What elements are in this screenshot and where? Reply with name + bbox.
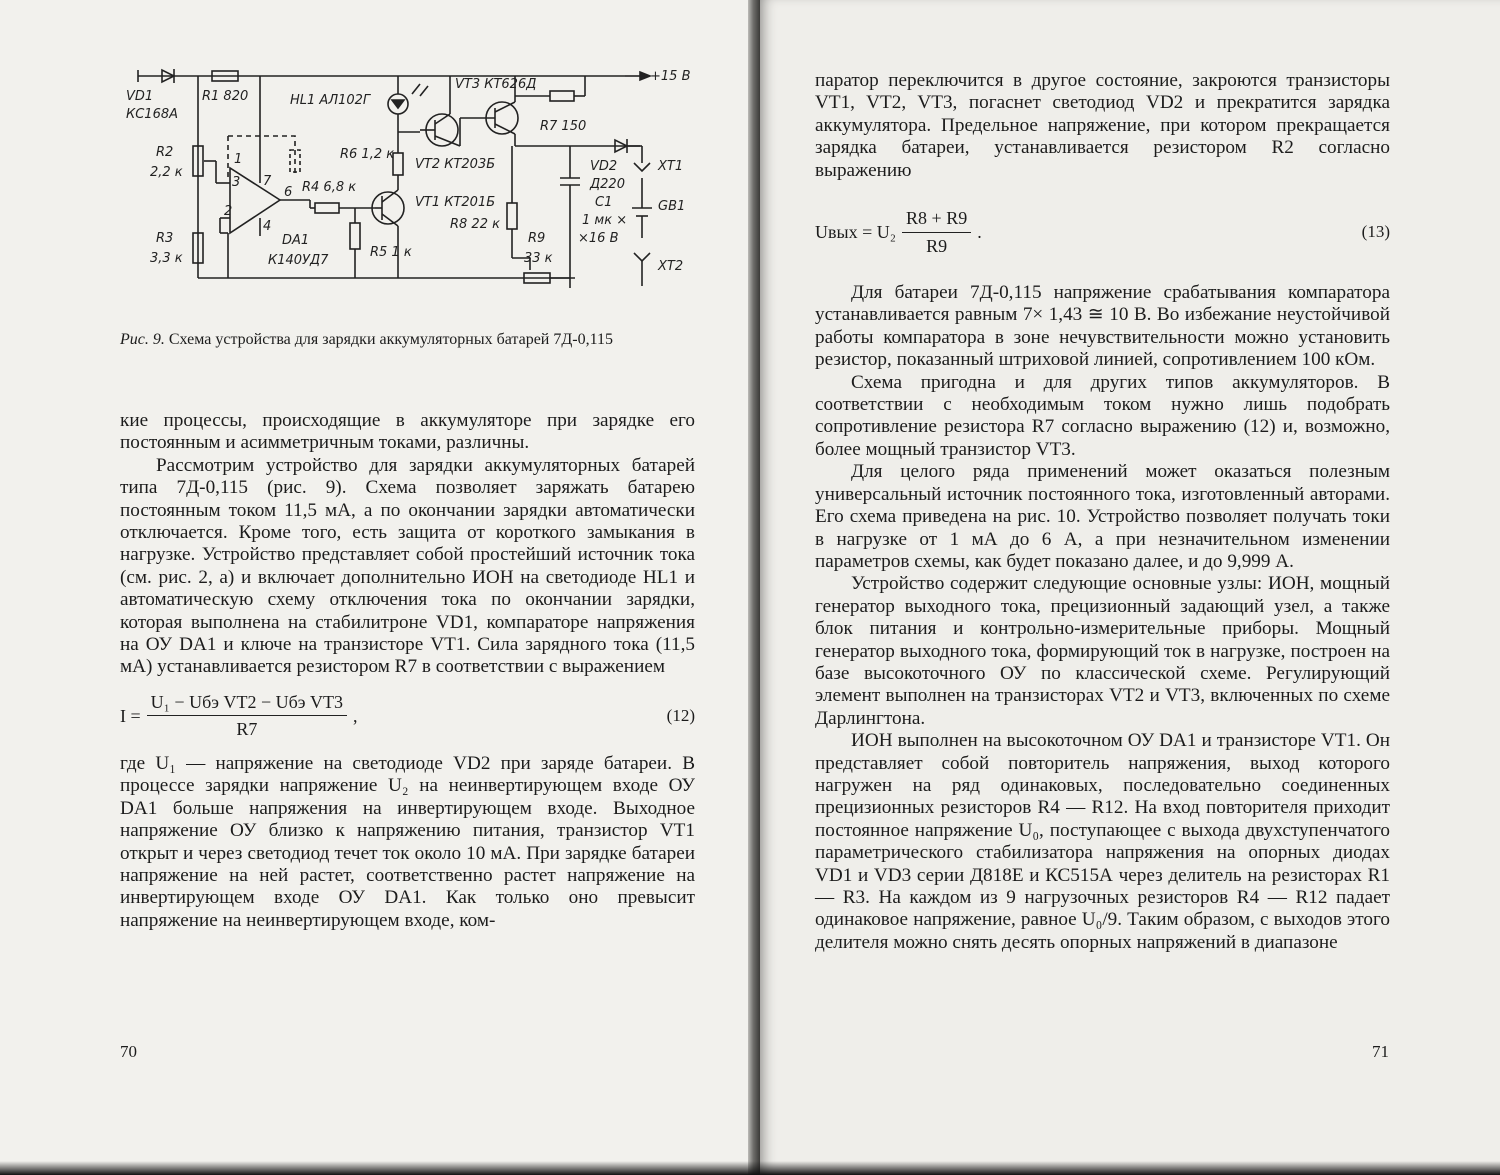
paragraph: Устройство содержит следующие основные узлы: ИОН, мощный генератор выходного тока, прецизионный задающий узел, а также блок питания и контрольно-измерительные приборы. Мощный генератор выходного тока, формирующий ток в нагрузке, построен на базе высокоточного ОУ по классической схеме. Регулирующий элемент выполнен на транзисторах VT2 и VT3, включенных по схеме Дарлингтона. bbox=[815, 573, 1390, 729]
label-supply: +15 В bbox=[650, 69, 691, 84]
paragraph: ИОН выполнен на высокоточном ОУ DA1 и транзисторе VT1. Он представляет собой повторитель напряжения, выход которого нагружен на ряд одинаковых, последовательно соединенных прецизионных резисторов R4 — R12. На вход повторителя приходит постоянное напряжение U₀, поступающее с выхода двухступенчатого параметрического стабилизатора напряжения на опорных диодах VD1 и VD3 серии Д818Е и КС515А через делитель на резисторах R1 — R3. На каждом из 9 нагрузочных резисторов R4 — R12 падает одинаковое напряжение, равное U₀/9. Таким образом, с выходов этого делителя можно снять десять опорных напряжений в диапазоне bbox=[815, 730, 1390, 953]
label-da1-type: К140УД7 bbox=[268, 253, 329, 268]
figure-caption bbox=[120, 330, 695, 349]
formula-tail: , bbox=[353, 705, 358, 726]
formula-numerator: U₁ − Uбэ VT2 − Uбэ VT3 bbox=[147, 691, 347, 716]
label-gb1: GB1 bbox=[658, 199, 686, 214]
label-r3: R3 bbox=[156, 231, 174, 246]
paragraph: Для батареи 7Д-0,115 напряжение срабатывания компаратора устанавливается равным 7× 1,43 ≅ 10 В. Во избежание неустойчивой работы компаратора в зоне нечувствительности можно установить резистор, показанный штриховой линией, сопротивлением 100 кОм. bbox=[815, 282, 1390, 371]
equation-number: (12) bbox=[666, 705, 695, 725]
book-gutter bbox=[748, 0, 760, 1175]
paragraph: Схема пригодна и для других типов аккумуляторов. В соответствии с необходимым током нужно лишь подобрать сопротивление резистора R7 согласно выражению (12) и, возможно, более мощный транзистор VT3. bbox=[815, 371, 1390, 460]
page-number: 71 bbox=[1372, 1042, 1389, 1061]
equation-number: (13) bbox=[1361, 221, 1390, 241]
formula-13 bbox=[815, 182, 1390, 282]
label-r9-value: 33 к bbox=[524, 251, 553, 266]
label-xt1: XT1 bbox=[658, 159, 684, 174]
label-xt2: XT2 bbox=[658, 259, 684, 274]
label-pin1: 1 bbox=[234, 152, 243, 167]
label-r8: R8 22 к bbox=[450, 217, 500, 232]
caption-label: Рис. 9. bbox=[120, 331, 165, 348]
paragraph: кие процессы, происходящие в аккумуляторе при зарядке его постоянным и асимметричным токами, различны. bbox=[120, 410, 695, 454]
formula-fraction bbox=[147, 691, 347, 741]
label-pin3: 3 bbox=[232, 175, 241, 190]
label-r1: R1 820 bbox=[202, 89, 249, 104]
formula-denominator: R7 bbox=[236, 719, 258, 740]
caption-text: Схема устройства для зарядки аккумуляторных батарей 7Д-0,115 bbox=[168, 331, 613, 348]
label-r2: R2 bbox=[156, 145, 174, 160]
left-body bbox=[120, 410, 695, 932]
formula-lhs: Uвых = U₂ bbox=[815, 221, 897, 242]
label-pin6: 6 bbox=[284, 185, 293, 200]
label-vt3: VT3 КТ626Д bbox=[455, 77, 537, 92]
formula-lhs: I = bbox=[120, 705, 141, 726]
label-r9: R9 bbox=[528, 231, 546, 246]
paragraph: паратор переключится в другое состояние, закроются транзисторы VT1, VT2, VT3, погаснет светодиод VD2 и прекратится зарядка аккумулятора. Предельное напряжение, при котором прекращается зарядка батареи, устанавливается резистором R2 согласно выражению bbox=[815, 70, 1390, 181]
label-c1-value: 1 мк × bbox=[582, 213, 628, 228]
formula-numerator: R8 + R9 bbox=[902, 207, 971, 232]
paragraph: Для целого ряда применений может оказаться полезным универсальный источник постоянного тока, изготовленный авторами. Его схема приведена на рис. 10. Устройство позволяет получать токи в нагрузке от 1 мА до 6 А, а при незначительном изменении параметров схемы, как будет показано далее, и до 9,999 А. bbox=[815, 461, 1390, 572]
label-vd2: VD2 bbox=[590, 159, 618, 174]
page-number: 70 bbox=[120, 1042, 137, 1061]
label-vd1-type: КС168А bbox=[126, 107, 179, 122]
label-hl1: HL1 АЛ102Г bbox=[290, 93, 371, 108]
label-pin7: 7 bbox=[263, 174, 272, 189]
label-r3-value: 3,3 к bbox=[150, 251, 183, 266]
label-pin2: 2 bbox=[224, 204, 233, 219]
right-body bbox=[815, 70, 1390, 954]
paragraph: Рассмотрим устройство для зарядки аккумуляторных батарей типа 7Д-0,115 (рис. 9). Схема позволяет заряжать батарею постоянным током 11,5 мА, а по окончании зарядки автоматически отключается. Кроме того, есть защита от короткого замыкания в нагрузке. Устройство представляет собой простейший источник тока (см. рис. 2, а) и включает дополнительно ИОН на светодиоде HL1 и автоматическую схему отключения тока по окончании зарядки, которая выполнена на стабилитроне VD1, компараторе напряжения на ОУ DA1 и ключе на транзисторе VT1. Сила зарядного тока (11,5 мА) устанавливается резистором R7 в соответствии с выражением bbox=[120, 454, 695, 678]
label-vd1: VD1 bbox=[126, 89, 154, 104]
label-vt2: VT2 КТ203Б bbox=[415, 157, 496, 172]
label-c1-voltage: ×16 В bbox=[578, 231, 619, 246]
formula-12 bbox=[120, 679, 695, 753]
label-da1: DA1 bbox=[282, 233, 310, 248]
label-r4: R4 6,8 к bbox=[302, 180, 357, 195]
formula-denominator: R9 bbox=[926, 235, 948, 256]
formula-fraction bbox=[902, 207, 971, 257]
page-bottom-shadow bbox=[0, 1161, 1500, 1175]
label-pin4: 4 bbox=[263, 219, 272, 234]
label-vd2-type: Д220 bbox=[590, 177, 625, 192]
label-r5: R5 1 к bbox=[370, 245, 412, 260]
paragraph: где U₁ — напряжение на светодиоде VD2 при заряде батареи. В процессе зарядки напряжение U₂ на неинвертирующем входе ОУ DA1 больше напряжения на инвертирующем входе. Выходное напряжение ОУ близко к напряжению питания, транзистор VT1 открыт и через светодиод течет ток около 10 мА. При зарядке батареи напряжение на ней растет, соответственно растет напряжение на инвертирующем входе ОУ DA1. Как только оно превысит напряжение на неинвертирующем входе, ком- bbox=[120, 752, 695, 931]
label-c1: C1 bbox=[595, 195, 613, 210]
right-page bbox=[760, 0, 1500, 1175]
circuit-schematic-fig9 bbox=[120, 58, 700, 303]
formula-tail: . bbox=[977, 221, 982, 242]
label-r2-value: 2,2 к bbox=[150, 165, 183, 180]
label-vt1: VT1 КТ201Б bbox=[415, 195, 496, 210]
label-r6: R6 1,2 к bbox=[340, 147, 395, 162]
left-page bbox=[0, 0, 748, 1175]
label-r7: R7 150 bbox=[540, 119, 587, 134]
